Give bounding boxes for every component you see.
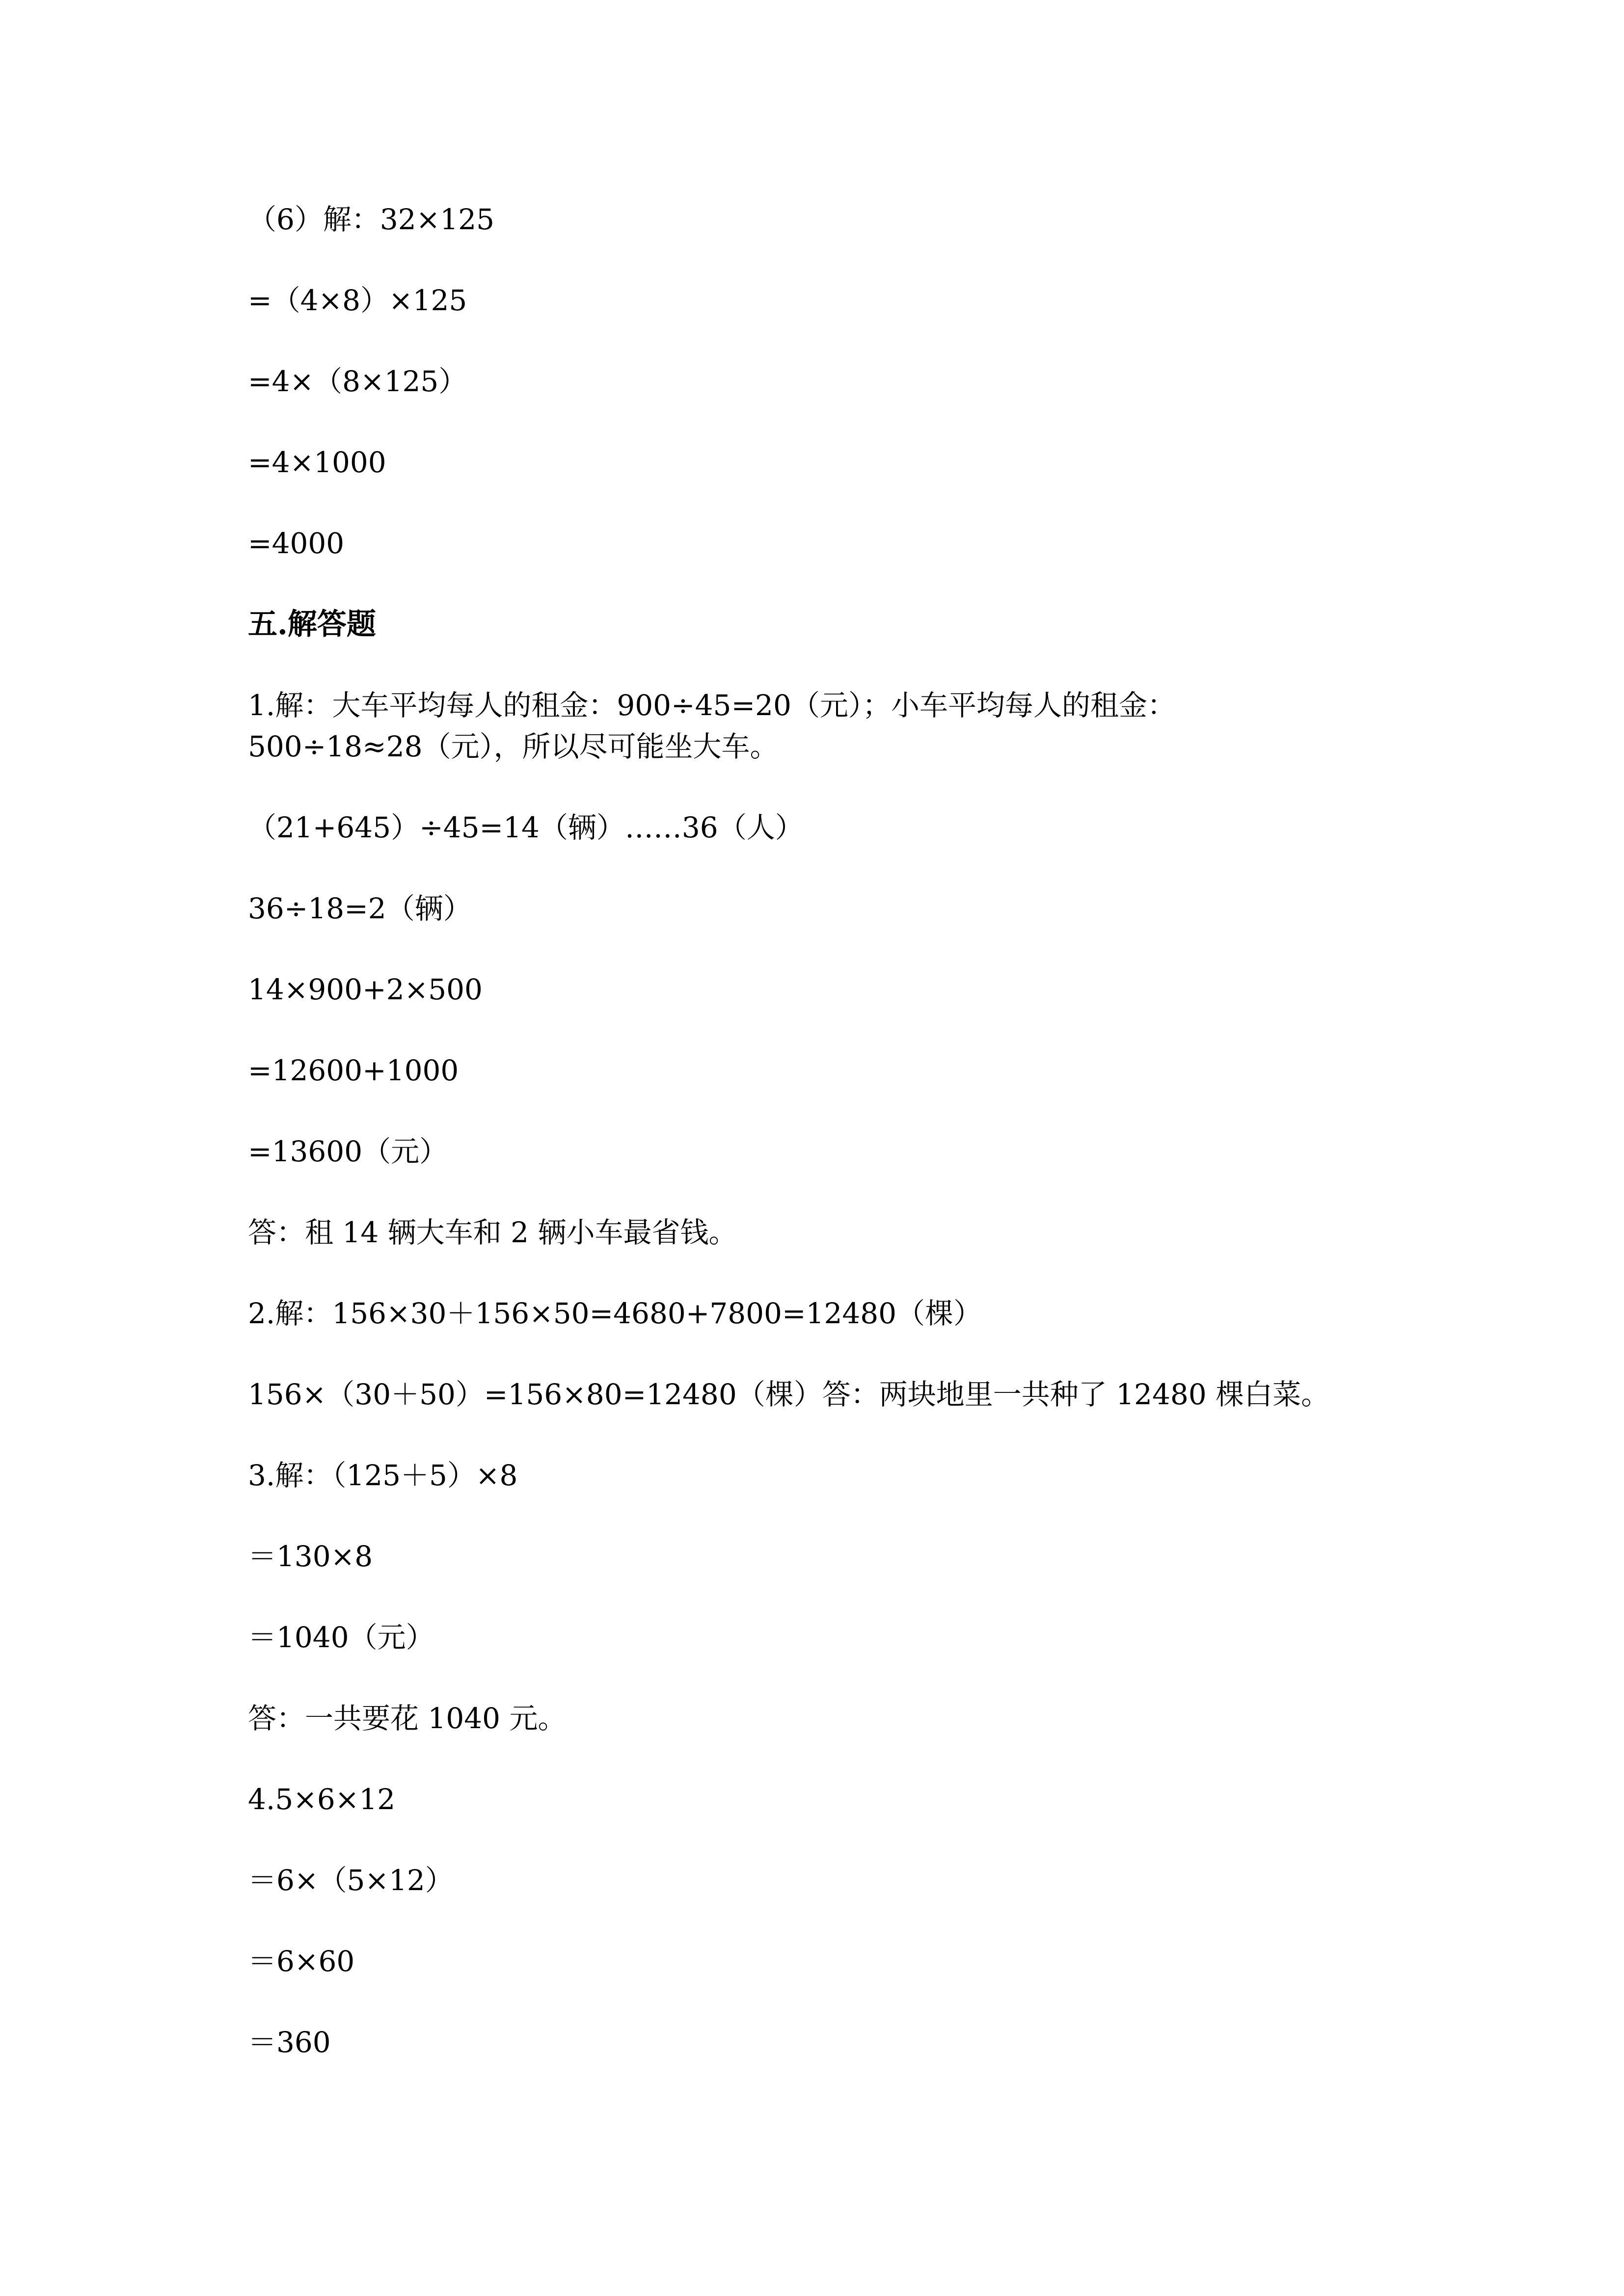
- document-content: [248, 199, 1426, 2103]
- part6-step-1: =（4×8）×125: [248, 284, 467, 317]
- problem1-step-1: （21+645）÷45=14（辆）……36（人）: [248, 811, 804, 844]
- problem3-step-1: ＝130×8: [248, 1540, 373, 1573]
- problem4-step-2: ＝6×60: [248, 1945, 355, 1978]
- problem4-step-3: ＝360: [248, 2026, 331, 2059]
- part6-step-2: =4×（8×125）: [248, 365, 467, 398]
- problem3-step-2: ＝1040（元）: [248, 1621, 434, 1654]
- problem2-line2: 156×（30＋50）=156×80=12480（棵）答：两块地里一共种了 12480 棵白菜。: [248, 1378, 1330, 1411]
- problem1-step-2: 36÷18=2（辆）: [248, 892, 472, 925]
- problem1-line1: 1.解：大车平均每人的租金：900÷45=20（元）；小车平均每人的租金：: [248, 689, 1176, 722]
- section-title: 五.解答题: [248, 607, 376, 641]
- part6-step-3: =4×1000: [248, 446, 386, 479]
- problem1-step-3: 14×900+2×500: [248, 973, 483, 1006]
- problem1-step-5: =13600（元）: [248, 1135, 448, 1168]
- problem1-line2: 500÷18≈28（元），所以尽可能坐大车。: [248, 730, 779, 763]
- problem3-answer: 答：一共要花 1040 元。: [248, 1702, 567, 1735]
- problem2-line1: 2.解：156×30＋156×50=4680+7800=12480（棵）: [248, 1297, 982, 1330]
- problem4-line1: 4.5×6×12: [248, 1783, 396, 1816]
- part6-label: （6）解：32×125: [248, 203, 495, 236]
- problem1-step-4: =12600+1000: [248, 1054, 459, 1087]
- problem1-answer: 答：租 14 辆大车和 2 辆小车最省钱。: [248, 1216, 737, 1249]
- problem4-step-1: ＝6×（5×12）: [248, 1864, 454, 1897]
- part6-step-4: =4000: [248, 527, 345, 560]
- problem3-line1: 3.解：（125＋5）×8: [248, 1459, 518, 1492]
